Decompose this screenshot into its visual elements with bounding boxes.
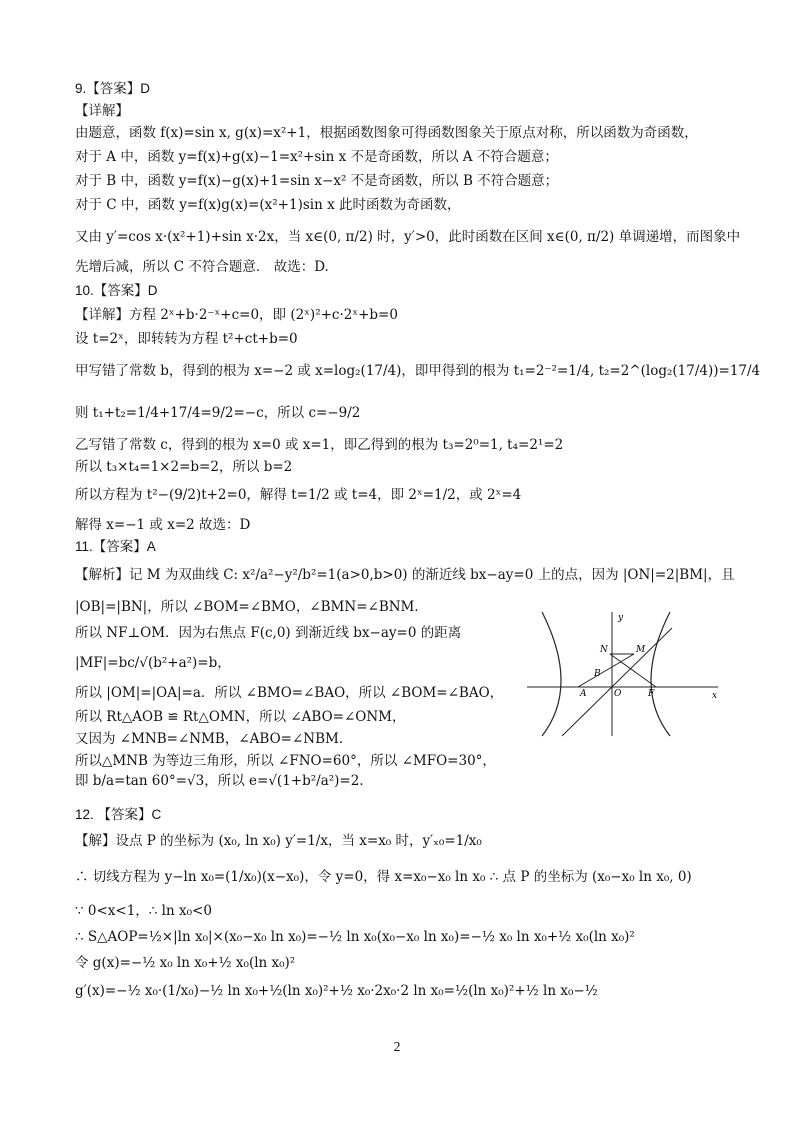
q11-line: 所以△MNB 为等边三角形，所以 ∠FNO=60°，所以 ∠MFO=30°， [75,753,496,769]
fig-label-x: x [712,691,718,701]
q10-line: 甲写错了常数 b，得到的根为 x=−2 或 x=log₂(17/4)，即甲得到的根为 t₁=2⁻²=1/4, t₂=2^(log₂(17/4))=17/4 [75,363,761,379]
q9-detail-label: 【详解】 [75,103,129,119]
q10-line: 【详解】方程 2ˣ+b·2⁻ˣ+c=0，即 (2ˣ)²+c·2ˣ+b=0 [75,307,398,323]
q12-line: 【解】设点 P 的坐标为 (x₀, ln x₀) y′=1/x，当 x=x₀ 时，y′ₓ₀=1/x₀ [75,833,482,849]
q9-line: 由题意，函数 f(x)=sin x, g(x)=x²+1，根据函数图象可得函数图象关于原点对称，所以函数为奇函数， [75,125,698,141]
q10-line: 设 t=2ˣ，即转转为方程 t²+ct+b=0 [75,331,298,347]
q9-line: 又由 y′=cos x·(x²+1)+sin x·2x，当 x∈(0, π/2) 时，y′>0，此时函数在区间 x∈(0, π/2) 单调递增，而图象中 [75,229,741,245]
q11-line: 所以 Rt△AOB ≌ Rt△OMN，所以 ∠ABO=∠ONM， [75,709,406,725]
fig-label-A: A [580,689,587,699]
q10-answer-header: 10.【答案】D [75,283,158,298]
hyperbola-figure [522,608,734,740]
q12-line: g′(x)=−½ x₀·(1/x₀)−½ ln x₀+½(ln x₀)²+½ x₀·2x₀·2 ln x₀=½(ln x₀)²+½ ln x₀−½ [75,983,598,999]
q9-line: 先增后减，所以 C 不符合题意． 故选：D. [75,259,329,275]
q10-line: 则 t₁+t₂=1/4+17/4=9/2=−c，所以 c=−9/2 [75,405,361,421]
q11-line: 【解析】记 M 为双曲线 C: x²/a²−y²/b²=1(a>0,b>0) 的渐近线 bx−ay=0 上的点，因为 |ON|=2|BM|，且 [75,567,735,583]
q12-answer-header: 12. 【答案】C [75,807,162,822]
q11-line: 又因为 ∠MNB=∠NMB，∠ABO=∠NBM． [75,731,353,747]
q9-line: 对于 B 中，函数 y=f(x)−g(x)+1=sin x−x² 不是奇函数，所以 B 不符合题意； [75,173,559,189]
fig-label-O: O [614,689,622,699]
q11-line: |OB|=|BN|，所以 ∠BOM=∠BMO，∠BMN=∠BNM． [75,599,428,615]
q11-line: 即 b/a=tan 60°=√3，所以 e=√(1+b²/a²)=2． [75,773,373,789]
am-segment [578,654,634,687]
q9-line: 对于 C 中，函数 y=f(x)g(x)=(x²+1)sin x 此时函数为奇函数， [75,197,461,213]
fig-label-F: F [648,689,655,699]
q10-line: 所以 t₃×t₄=1×2=b=2，所以 b=2 [75,459,293,475]
q12-line: ∵ 0<x<1，∴ ln x₀<0 [75,903,212,919]
q9-answer-header: 9.【答案】D [75,81,151,96]
q11-line: 所以 |OM|=|OA|=a．所以 ∠BMO=∠BAO，所以 ∠BOM=∠BAO， [75,685,504,701]
q11-line: |MF|=bc/√(b²+a²)=b， [75,655,231,671]
fig-label-N: N [600,645,608,655]
q10-line: 所以方程为 t²−(9/2)t+2=0，解得 t=1/2 或 t=4，即 2ˣ=1/2，或 2ˣ=4 [75,487,522,503]
q12-line: ∴ S△AOP=½×|ln x₀|×(x₀−x₀ ln x₀)=−½ ln x₀(x₀−x₀ ln x₀)=−½ x₀ ln x₀+½ x₀(ln x₀)² [75,929,635,945]
q10-line: 乙写错了常数 c，得到的根为 x=0 或 x=1，即乙得到的根为 t₃=2⁰=1, t₄=2¹=2 [75,437,564,453]
hyperbola-left-branch [542,612,561,736]
q9-line: 对于 A 中，函数 y=f(x)+g(x)−1=x²+sin x 不是奇函数，所以 A 不符合题意； [75,149,558,165]
q10-line: 解得 x=−1 或 x=2 故选：D [75,517,251,533]
page-number: 2 [393,1040,401,1055]
fig-label-B: B [594,669,601,679]
fig-label-y: y [618,613,624,623]
hyperbola-right-branch [651,612,670,736]
q12-line: ∴ 切线方程为 y−ln x₀=(1/x₀)(x−x₀)，令 y=0，得 x=x₀−x₀ ln x₀ ∴ 点 P 的坐标为 (x₀−x₀ ln x₀, 0) [75,869,692,885]
q11-line: 所以 NF⊥OM．因为右焦点 F(c,0) 到渐近线 bx−ay=0 的距离 [75,625,462,641]
fig-label-M: M [636,645,646,655]
q11-answer-header: 11.【答案】A [75,539,156,554]
q12-line: 令 g(x)=−½ x₀ ln x₀+½ x₀(ln x₀)² [75,955,296,971]
asymptote-line [562,628,672,736]
